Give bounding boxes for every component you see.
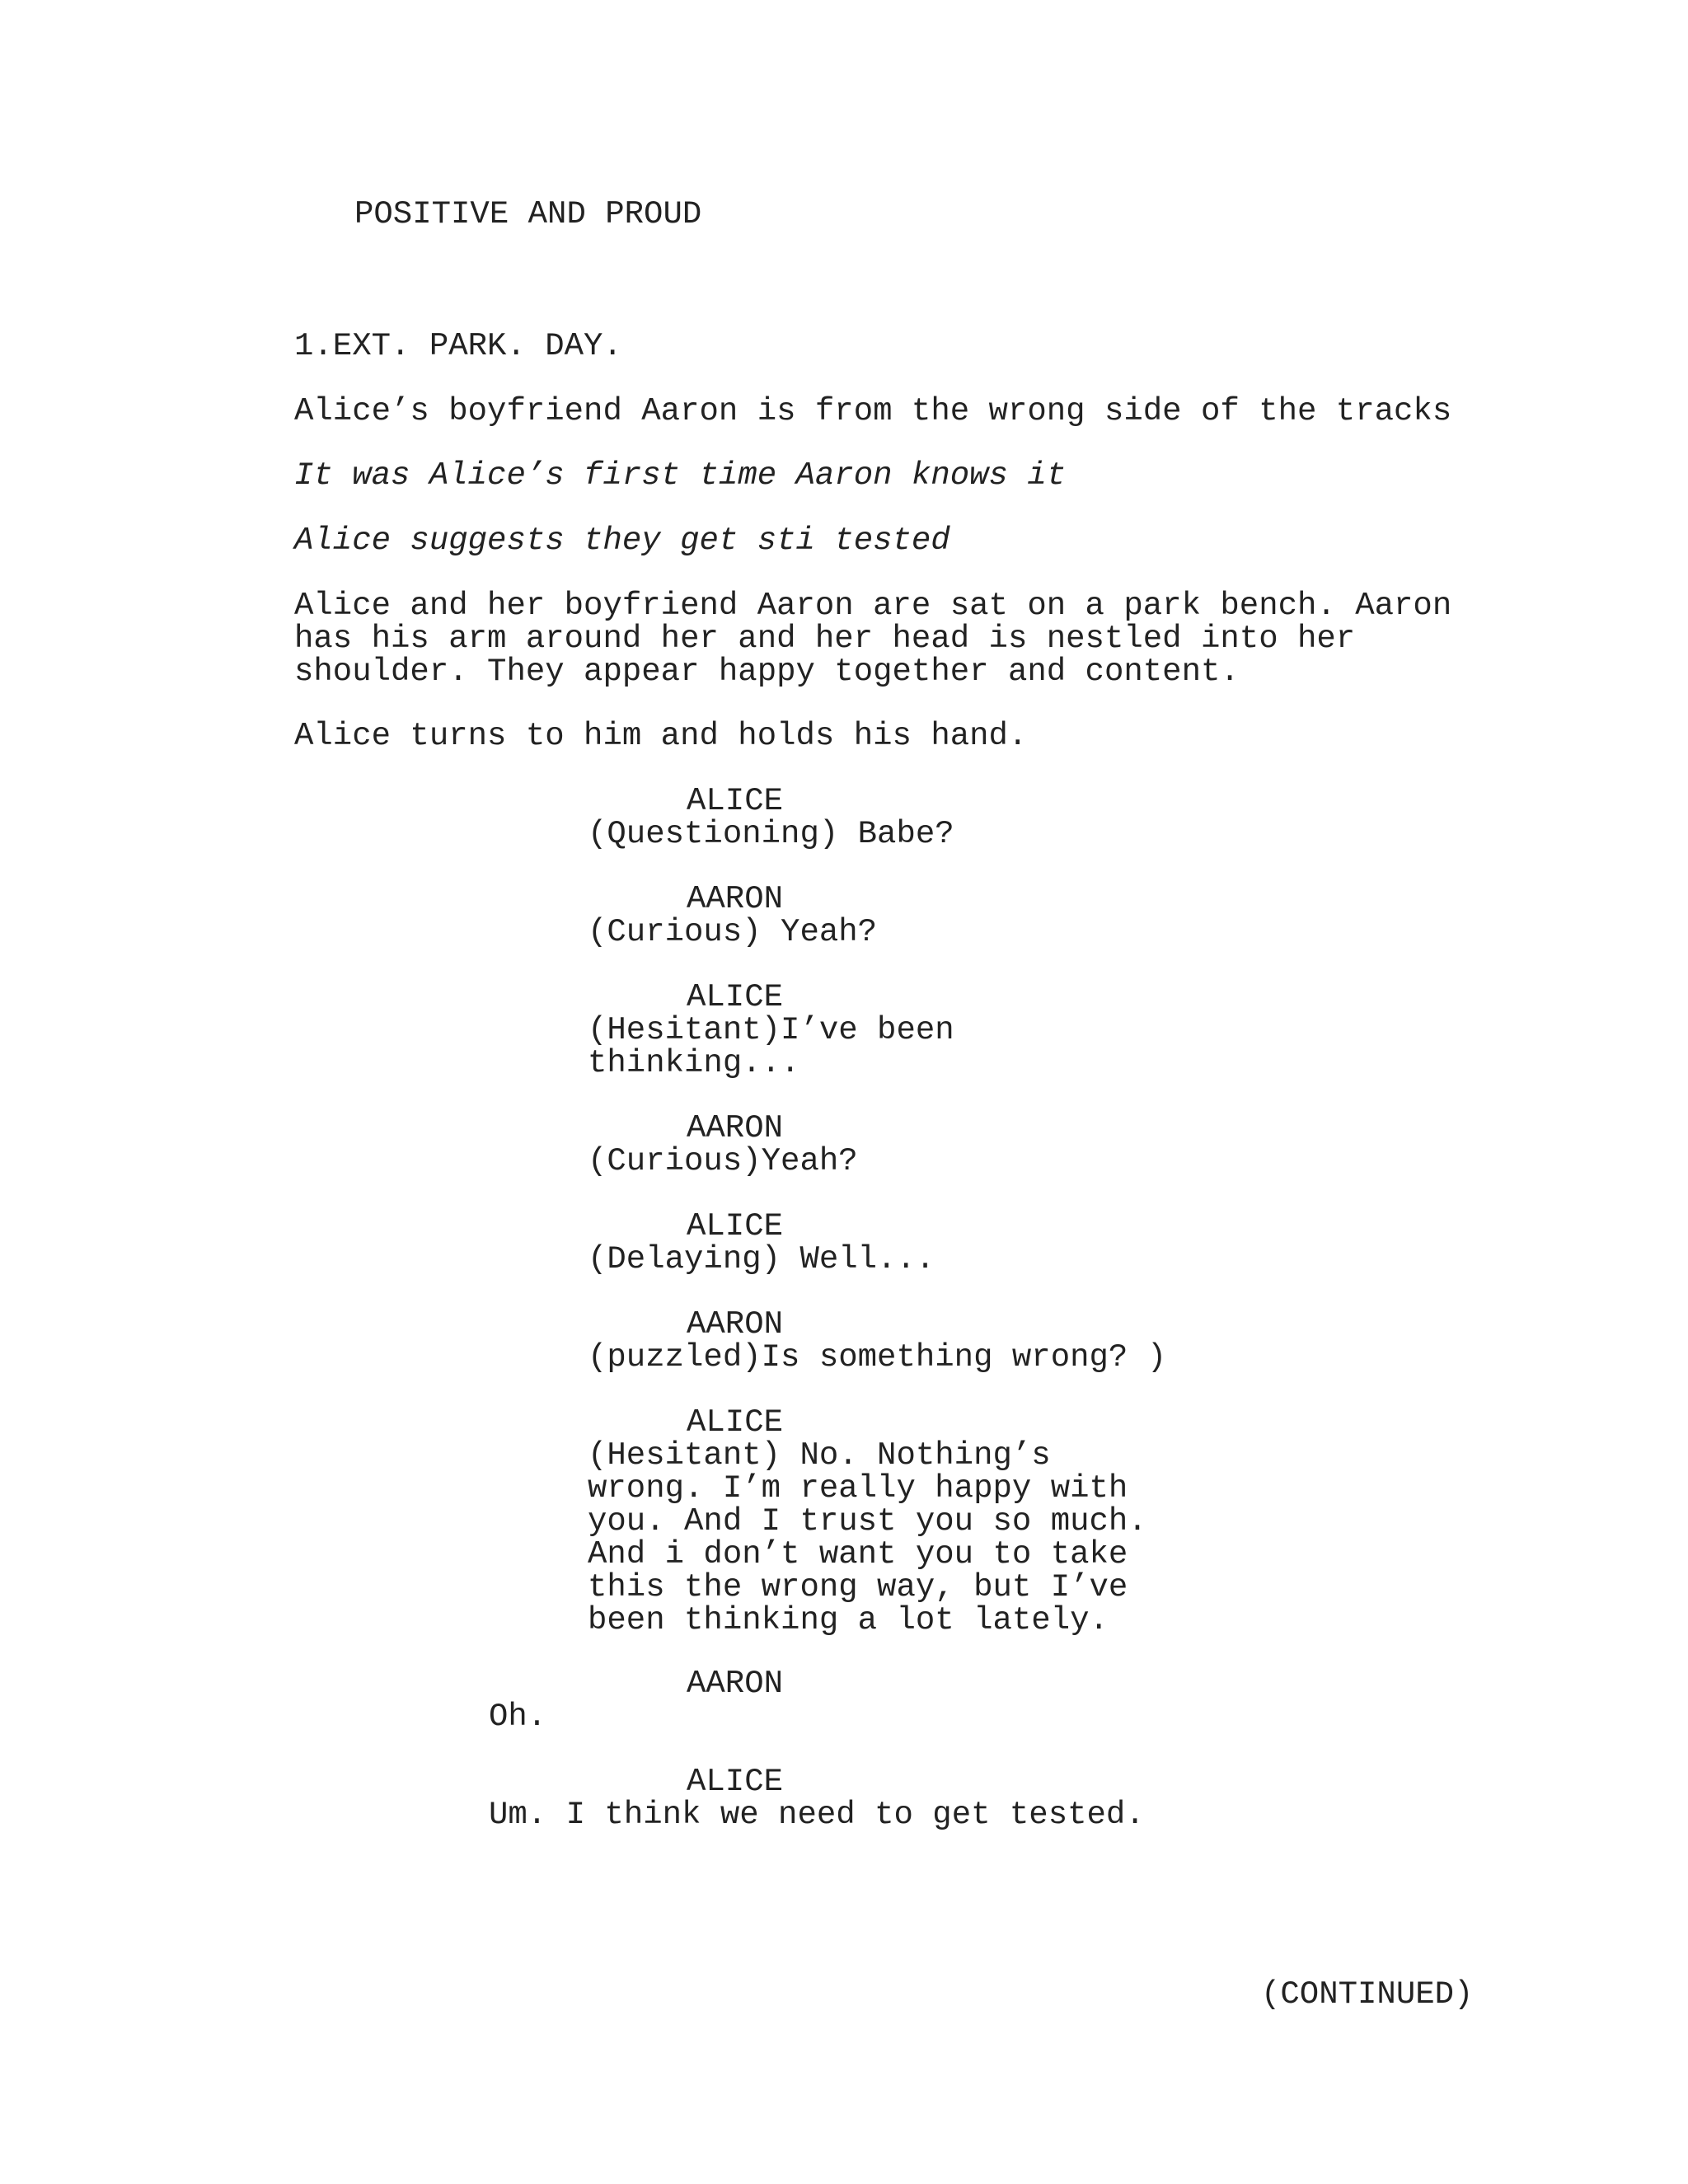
note-line: Alice’s boyfriend Aaron is from the wrong side of the tracks bbox=[294, 393, 1452, 429]
note-line: It was Alice’s first time Aaron knows it bbox=[294, 457, 1067, 494]
character-name: ALICE bbox=[687, 979, 784, 1015]
script-title: POSITIVE AND PROUD bbox=[354, 196, 702, 232]
dialogue-line: Um. I think we need to get tested. bbox=[489, 1797, 1145, 1833]
dialogue-line: Oh. bbox=[489, 1699, 547, 1735]
character-name: AARON bbox=[687, 1306, 784, 1343]
continued-marker: (CONTINUED) bbox=[1261, 1976, 1474, 2013]
character-name: AARON bbox=[687, 1110, 784, 1146]
action-paragraph: Alice turns to him and holds his hand. bbox=[294, 718, 1028, 754]
dialogue-line: (Hesitant)I’ve been thinking... bbox=[588, 1012, 954, 1081]
character-name: ALICE bbox=[687, 1208, 784, 1244]
dialogue-line: (Curious) Yeah? bbox=[588, 914, 878, 950]
character-name: ALICE bbox=[687, 783, 784, 819]
character-name: ALICE bbox=[687, 1404, 784, 1441]
dialogue-line: (Hesitant) No. Nothing’s wrong. I’m really happy with you. And I trust you so much. And i don’t want you to take this the wrong way, but I’ve been thinking a lot lately. bbox=[588, 1437, 1147, 1638]
dialogue-line: (Delaying) Well... bbox=[588, 1241, 935, 1277]
scene-heading: 1.EXT. PARK. DAY. bbox=[294, 328, 622, 364]
character-name: AARON bbox=[687, 881, 784, 917]
action-paragraph: Alice and her boyfriend Aaron are sat on a park bench. Aaron has his arm around her and her head is nestled into her shoulder. They appear happy together and content. bbox=[294, 588, 1452, 690]
dialogue-line: (Curious)Yeah? bbox=[588, 1143, 858, 1179]
dialogue-line: (puzzled)Is something wrong? ) bbox=[588, 1339, 1167, 1376]
note-line: Alice suggests they get sti tested bbox=[294, 523, 950, 559]
character-name: AARON bbox=[687, 1666, 784, 1702]
dialogue-line: (Questioning) Babe? bbox=[588, 816, 954, 852]
character-name: ALICE bbox=[687, 1764, 784, 1800]
